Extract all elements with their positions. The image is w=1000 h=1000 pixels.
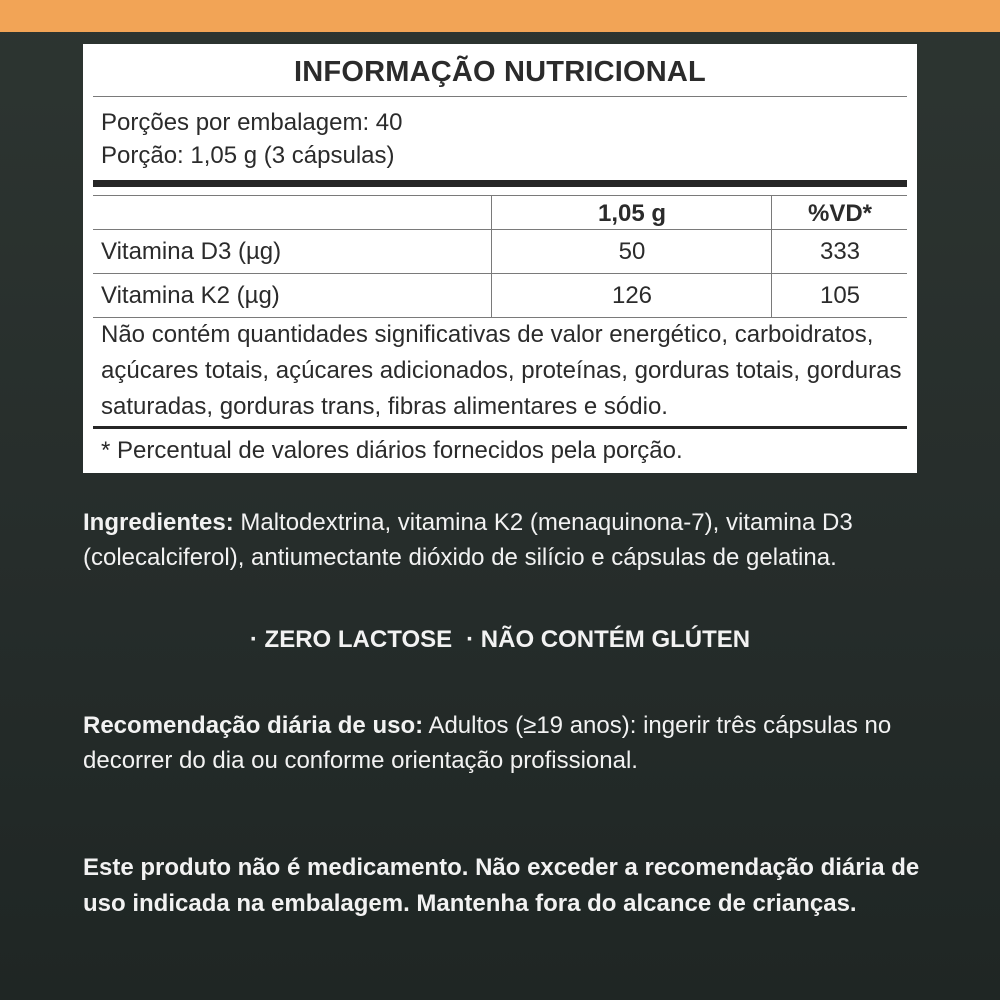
title-divider [93, 96, 907, 97]
zero-lactose-badge: · ZERO LACTOSE [249, 626, 453, 653]
nutrient-dv: 333 [771, 230, 908, 273]
nutrition-title: INFORMAÇÃO NUTRICIONAL [294, 56, 706, 88]
recommendation-label: Recomendação diária de uso: [83, 712, 424, 739]
nutrition-facts-panel [83, 44, 917, 473]
top-accent-bar [0, 0, 1000, 32]
serving-info [101, 106, 403, 172]
table-row [93, 274, 907, 318]
header-amount: 1,05 g [491, 195, 772, 229]
nutrient-name: Vitamina D3 (µg) [101, 237, 282, 265]
ingredients-list: Maltodextrina, vitamina K2 (menaquinona-7), vitamina D3 (colecalciferol), antiumectante dióxido de silício e cápsulas de gelatina. [83, 509, 853, 571]
gluten-free-badge: · NÃO CONTÉM GLÚTEN [466, 626, 751, 653]
footnote-divider [93, 426, 907, 429]
table-header-row [93, 195, 907, 230]
nutrition-table [93, 195, 907, 318]
recommendation-body: Adultos (≥19 anos): ingerir três cápsulas no decorrer do dia ou conforme orientação profissional. [83, 712, 892, 774]
table-row [93, 230, 907, 274]
warning-text: Este produto não é medicamento. Não exceder a recomendação diária de uso indicada na embalagem. Mantenha fora do alcance de crianças. [83, 854, 920, 917]
recommendation-text [83, 708, 933, 778]
ingredients-text [83, 505, 933, 575]
thick-divider [93, 180, 907, 187]
servings-per-package: Porções por embalagem: 40 [101, 109, 403, 136]
header-dv: %VD* [771, 195, 908, 229]
allergen-badges [0, 622, 1000, 658]
header-nutrient [101, 195, 481, 229]
nutrient-dv: 105 [771, 274, 908, 317]
nutrient-amount: 50 [491, 230, 772, 273]
dv-footnote: * Percentual de valores diários fornecidos pela porção. [101, 437, 683, 464]
ingredients-label: Ingredientes: [83, 509, 234, 536]
nutrient-name: Vitamina K2 (µg) [101, 281, 280, 309]
nutrient-amount: 126 [491, 274, 772, 317]
serving-size: Porção: 1,05 g (3 cápsulas) [101, 142, 395, 169]
not-significant-notice: Não contém quantidades significativas de valor energético, carboidratos, açúcares totais, açúcares adicionados, proteínas, gorduras totais, gorduras saturadas, gorduras trans, fibras alimentares e sódio. [101, 321, 902, 420]
